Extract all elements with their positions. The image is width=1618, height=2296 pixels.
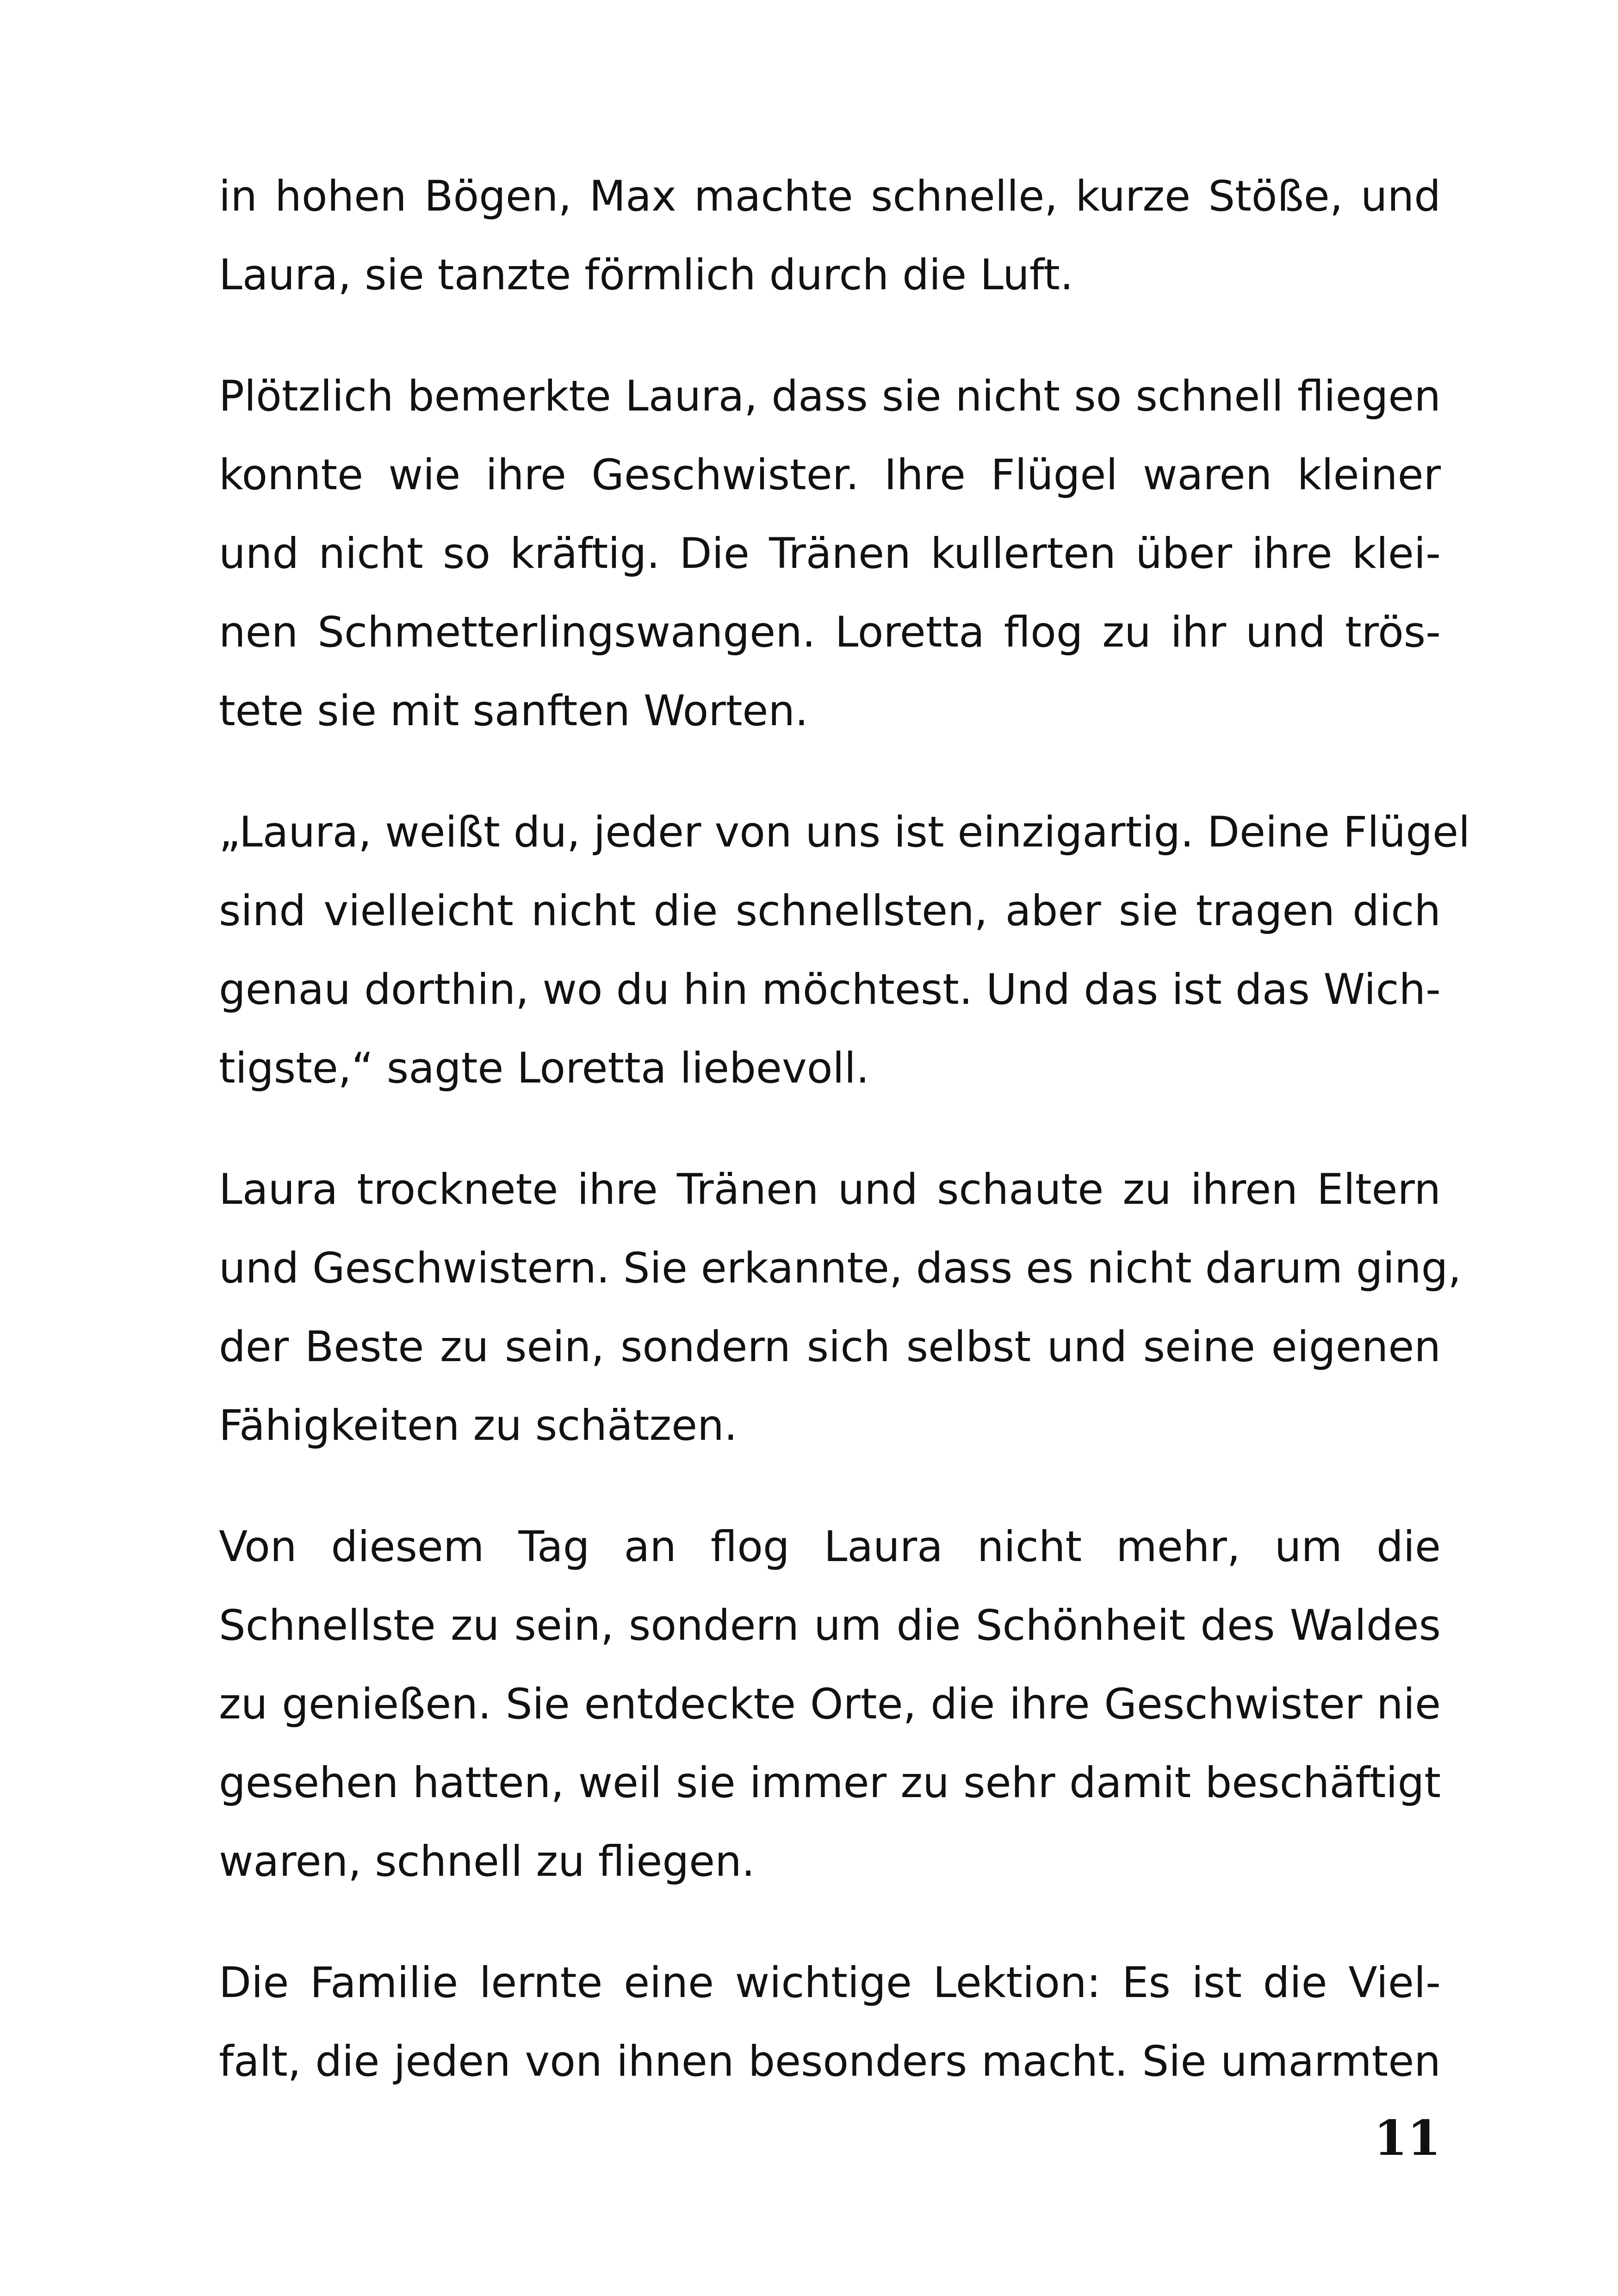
paragraph-2 [219, 357, 1441, 751]
text-line: Fähigkeiten zu schätzen. [219, 1401, 738, 1450]
text-line: und nicht so kräftig. Die Tränen kullerten über ihre klei- [219, 529, 1441, 578]
text-line: und Geschwistern. Sie erkannte, dass es nicht darum ging, [219, 1244, 1462, 1293]
text-line: tigste,“ sagte Loretta liebevoll. [219, 1044, 869, 1093]
text-line: genau dorthin, wo du hin möchtest. Und das ist das Wich- [219, 965, 1441, 1014]
text-line: Laura, sie tanzte förmlich durch die Luft. [219, 251, 1073, 299]
text-line: konnte wie ihre Geschwister. Ihre Flügel waren kleiner [219, 451, 1441, 499]
text-line: Plötzlich bemerkte Laura, dass sie nicht so schnell fliegen [219, 372, 1441, 421]
paragraph-3 [219, 793, 1470, 1108]
text-line: der Beste zu sein, sondern sich selbst und seine eigenen [219, 1323, 1441, 1371]
text-line: Schnellste zu sein, sondern um die Schönheit des Waldes [219, 1601, 1441, 1650]
paragraph-6 [219, 1944, 1441, 2101]
text-line: in hohen Bögen, Max machte schnelle, kurze Stöße, und [219, 172, 1441, 221]
paragraph-1 [219, 157, 1441, 315]
text-line: nen Schmetterlingswangen. Loretta flog zu ihr und trös- [219, 608, 1441, 657]
text-line: zu genießen. Sie entdeckte Orte, die ihre Geschwister nie [219, 1680, 1441, 1729]
text-line: tete sie mit sanften Worten. [219, 687, 808, 735]
page-number: 11 [1374, 2109, 1441, 2166]
text-line: falt, die jeden von ihnen besonders macht. Sie umarmten [219, 2037, 1441, 2086]
text-line: „Laura, weißt du, jeder von uns ist einzigartig. Deine Flügel [219, 808, 1470, 857]
body-text [219, 157, 1470, 2144]
paragraph-5 [219, 1508, 1441, 1901]
text-line: gesehen hatten, weil sie immer zu sehr damit beschäftigt [219, 1759, 1441, 1807]
text-line: sind vielleicht nicht die schnellsten, aber sie tragen dich [219, 887, 1441, 935]
text-line: Von diesem Tag an flog Laura nicht mehr, um die [219, 1523, 1441, 1571]
text-line: Laura trocknete ihre Tränen und schaute zu ihren Eltern [219, 1165, 1441, 1214]
paragraph-4 [219, 1151, 1462, 1465]
text-line: Die Familie lernte eine wichtige Lektion: Es ist die Viel- [219, 1959, 1441, 2007]
text-line: waren, schnell zu fliegen. [219, 1837, 755, 1886]
